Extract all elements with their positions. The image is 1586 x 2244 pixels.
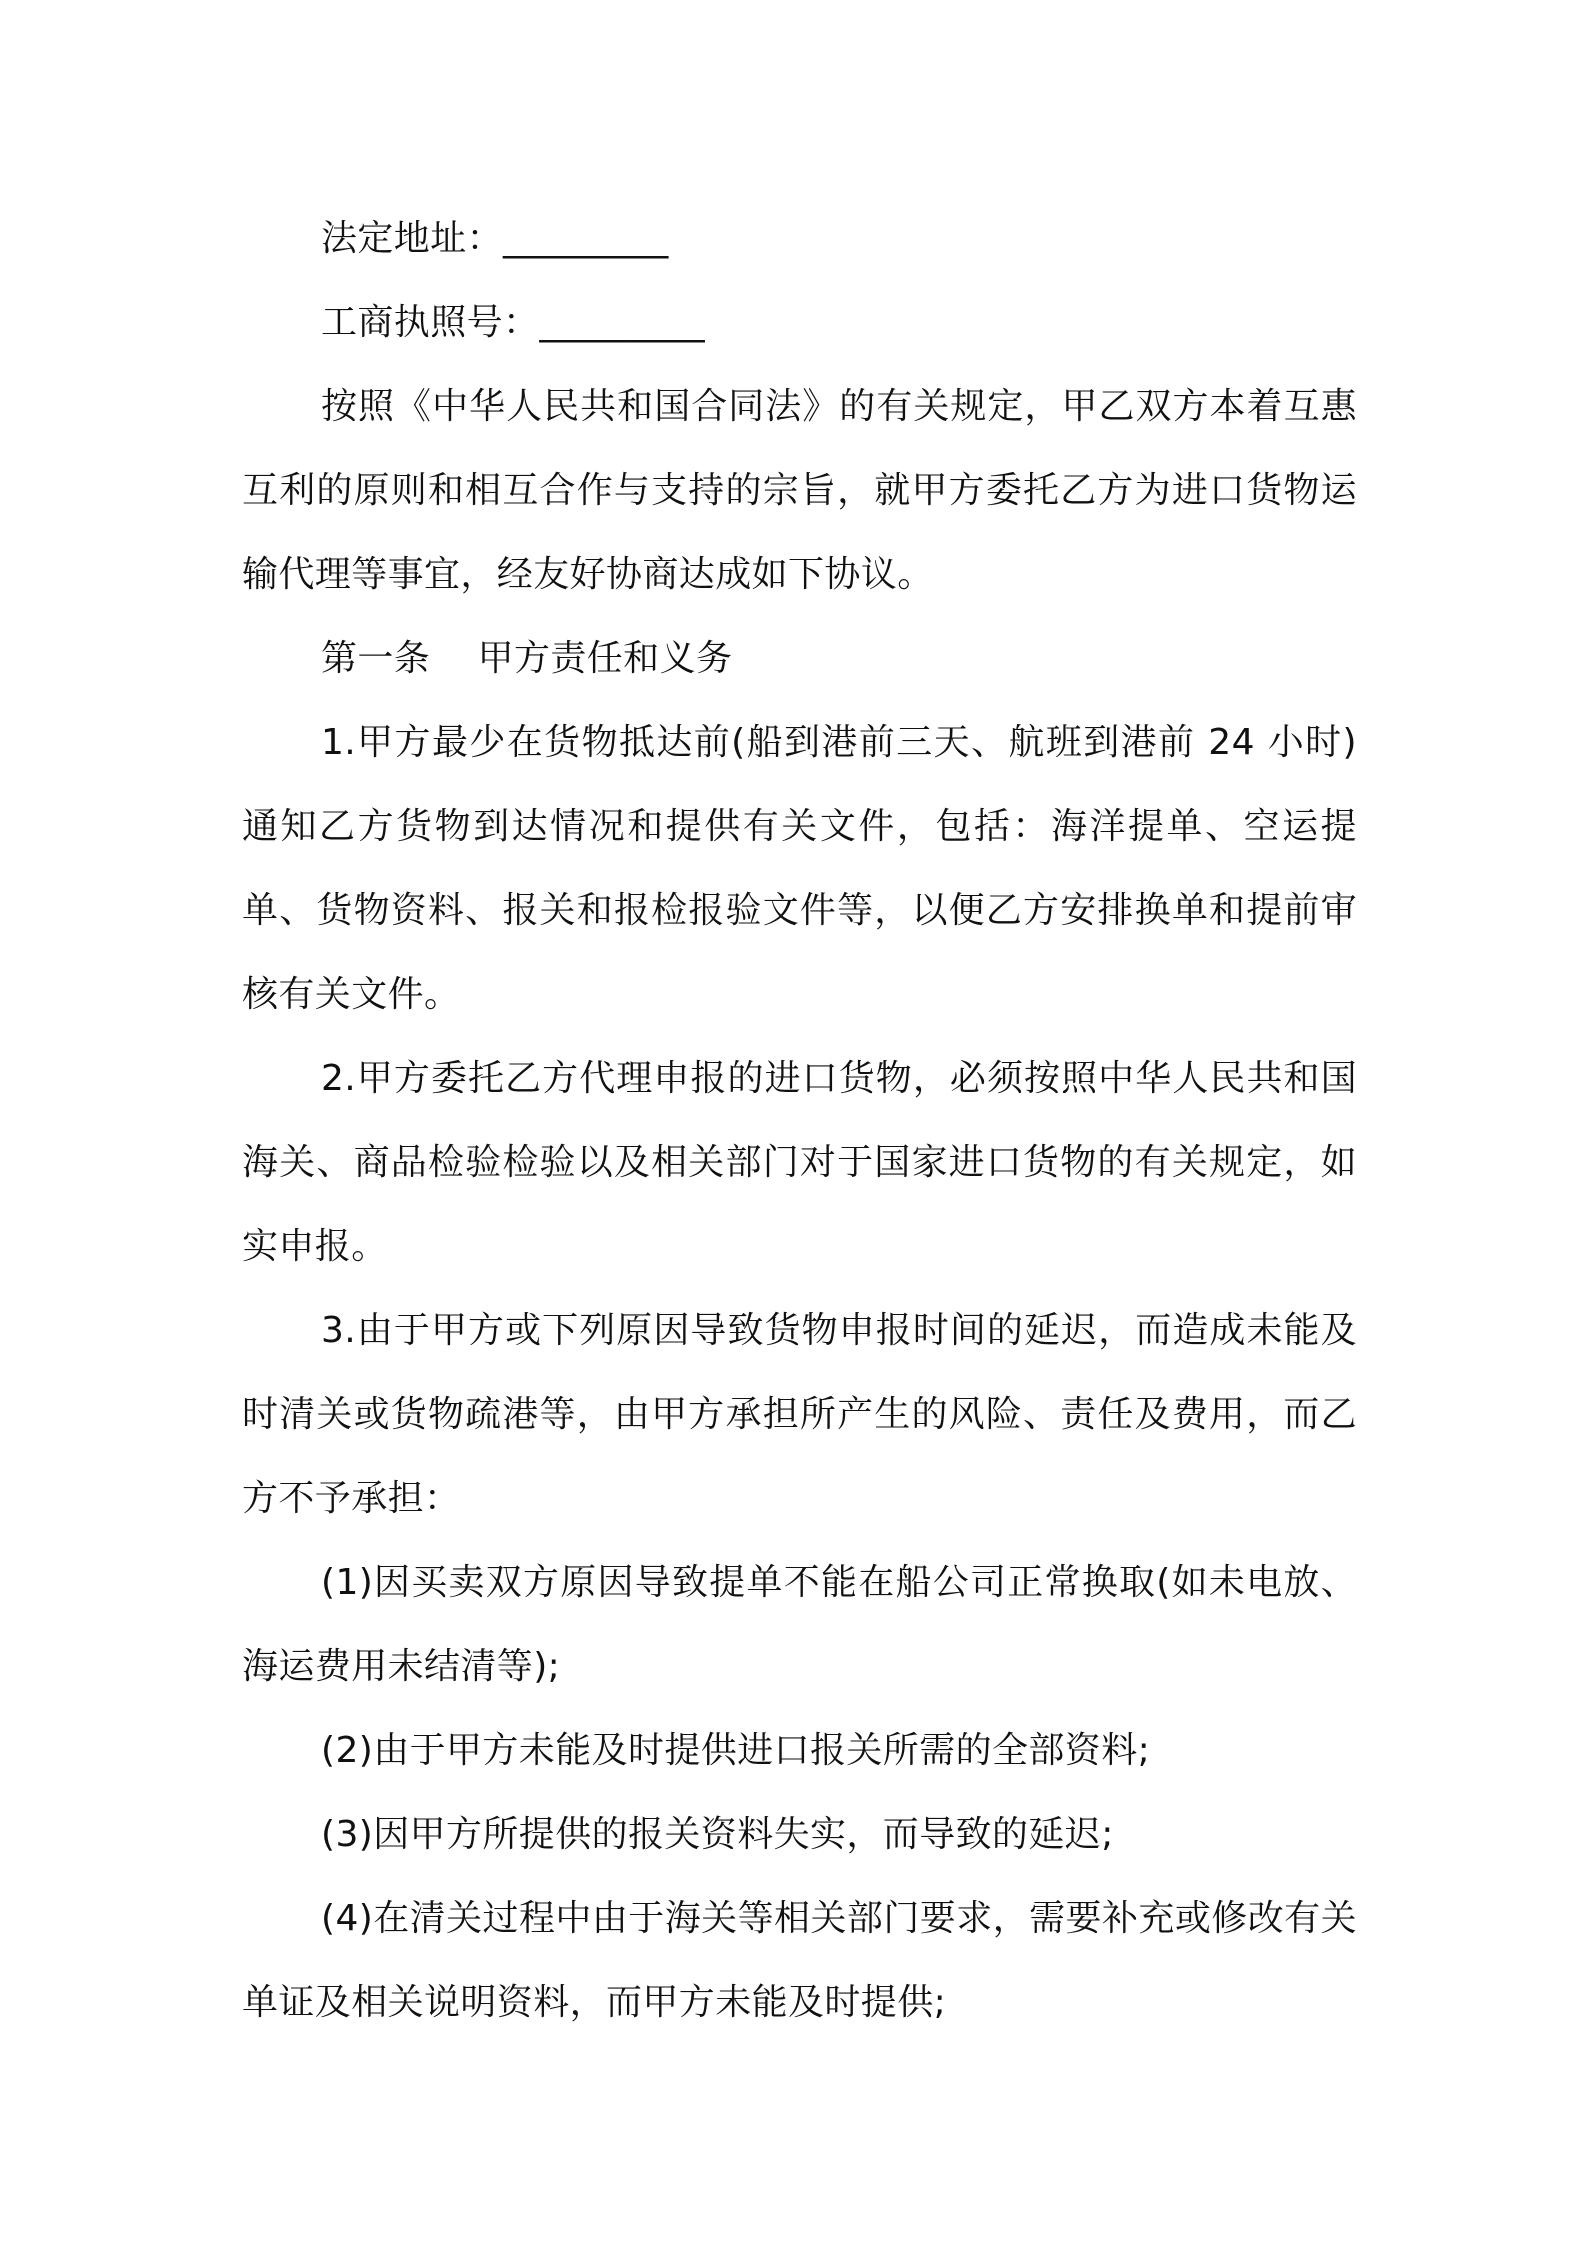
business-license-field: 工商执照号：_________ [321,302,705,343]
article-1-heading: 第一条 甲方责任和义务 [321,638,733,679]
preamble-paragraph: 按照《中华人民共和国合同法》的有关规定，甲乙双方本着互惠互利的原则和相互合作与支持的宗旨，就甲方委托乙方为进口货物运输代理等事宜，经友好协商达成如下协议。 [242,386,1357,595]
legal-address-field: 法定地址：_________ [321,218,669,259]
contract-body [242,197,1357,2045]
clause-3-paragraph: 3.由于甲方或下列原因导致货物申报时间的延迟，而造成未能及时清关或货物疏港等，由甲方承担所产生的风险、责任及费用，而乙方不予承担： [242,1310,1357,1519]
subclause-2-paragraph: (2)由于甲方未能及时提供进口报关所需的全部资料; [321,1730,1151,1771]
subclause-4-paragraph: (4)在清关过程中由于海关等相关部门要求，需要补充或修改有关单证及相关说明资料，而甲方未能及时提供; [242,1898,1357,2023]
subclause-1-paragraph: (1)因买卖双方原因导致提单不能在船公司正常换取(如未电放、海运费用未结清等); [242,1562,1357,1687]
clause-2-paragraph: 2.甲方委托乙方代理申报的进口货物，必须按照中华人民共和国海关、商品检验检验以及相关部门对于国家进口货物的有关规定，如实申报。 [242,1058,1357,1267]
subclause-3-paragraph: (3)因甲方所提供的报关资料失实，而导致的延迟; [321,1814,1114,1855]
clause-1-paragraph: 1.甲方最少在货物抵达前(船到港前三天、航班到港前 24 小时)通知乙方货物到达情况和提供有关文件，包括：海洋提单、空运提单、货物资料、报关和报检报验文件等，以便乙方安排换单和提前审核有关文件。 [242,722,1357,1015]
